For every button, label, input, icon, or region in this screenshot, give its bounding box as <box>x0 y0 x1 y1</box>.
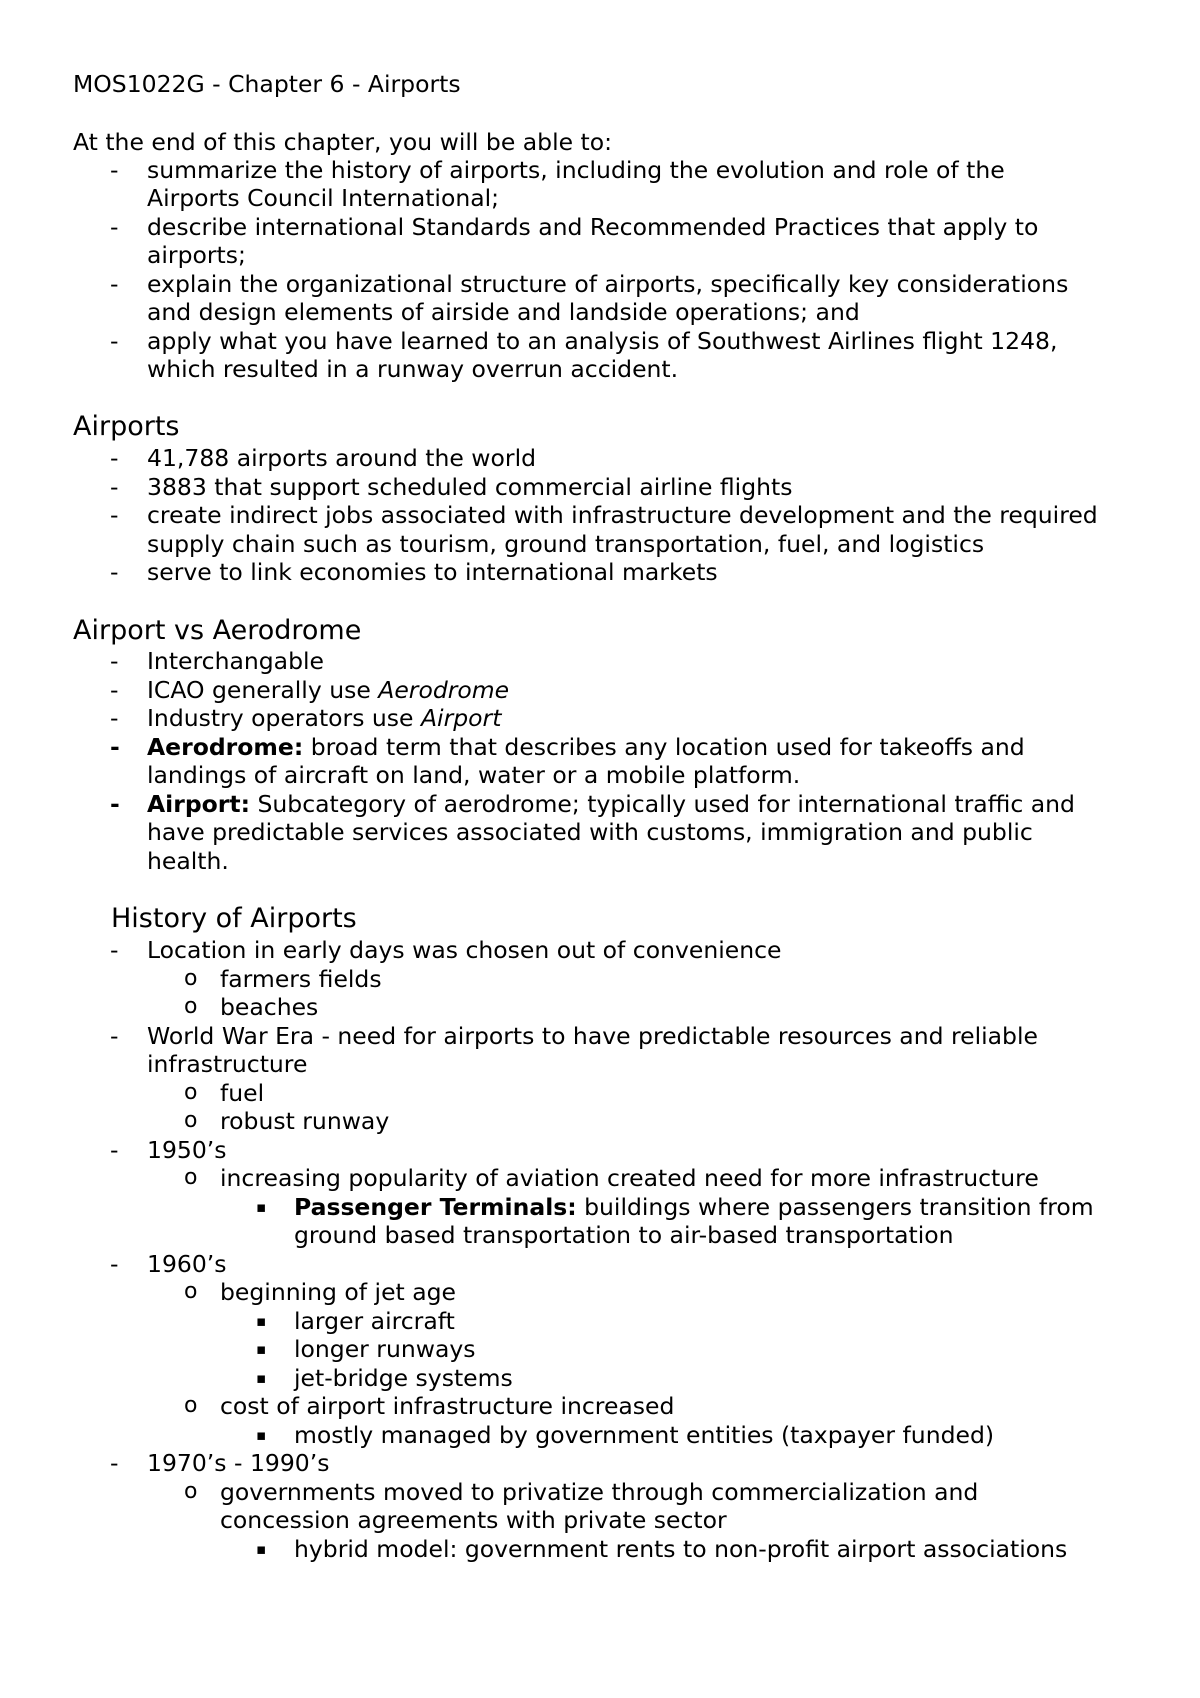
definition-text: health. <box>147 847 229 875</box>
definition-text: broad term that describes any location used for takeoffs and <box>303 733 1025 761</box>
dash-bullet: - <box>110 1022 119 1050</box>
circle-bullet: o <box>184 1279 198 1304</box>
definition-term: Airport: <box>147 790 251 818</box>
definition-term: Passenger Terminals: <box>294 1193 577 1221</box>
list-item: World War Era - need for airports to have predictable resources and reliable <box>147 1022 1038 1050</box>
definition-text: have predictable services associated with customs, immigration and public <box>147 818 1033 846</box>
objective-text: which resulted in a runway overrun accident. <box>147 355 679 383</box>
square-bullet: ▪ <box>256 1426 267 1444</box>
square-bullet: ▪ <box>256 1340 267 1358</box>
list-item: Location in early days was chosen out of convenience <box>147 936 782 964</box>
dash-bullet: - <box>110 327 119 355</box>
definition-text: landings of aircraft on land, water or a mobile platform. <box>147 761 801 789</box>
definition-item <box>147 790 1075 818</box>
dash-bullet: - <box>110 501 119 529</box>
objective-text: and design elements of airside and landside operations; and <box>147 298 860 326</box>
circle-bullet: o <box>184 1080 198 1105</box>
square-bullet: ▪ <box>256 1198 267 1216</box>
list-item: create indirect jobs associated with infrastructure development and the required <box>147 501 1098 529</box>
sub-sub-item: larger aircraft <box>294 1307 455 1335</box>
sub-item: fuel <box>220 1079 265 1107</box>
sub-item: robust runway <box>220 1107 390 1135</box>
section-heading-airports: Airports <box>73 411 180 442</box>
objective-text: airports; <box>147 241 246 269</box>
sub-sub-item <box>294 1193 1094 1221</box>
circle-bullet: o <box>184 1165 198 1190</box>
dash-bullet: - <box>110 733 120 761</box>
definition-text: buildings where passengers transition from <box>576 1193 1094 1221</box>
objective-text: describe international Standards and Recommended Practices that apply to <box>147 213 1039 241</box>
section-heading-airport-vs-aerodrome: Airport vs Aerodrome <box>73 615 362 646</box>
list-item: serve to link economies to international markets <box>147 558 718 586</box>
list-item: 1950’s <box>147 1136 227 1164</box>
dash-bullet: - <box>110 704 119 732</box>
square-bullet: ▪ <box>256 1540 267 1558</box>
definition-item <box>147 733 1025 761</box>
list-item: 3883 that support scheduled commercial airline flights <box>147 473 793 501</box>
list-item: Interchangable <box>147 647 324 675</box>
list-item: 1960’s <box>147 1250 227 1278</box>
sub-sub-item: ground based transportation to air-based transportation <box>294 1221 954 1249</box>
dash-bullet: - <box>110 270 119 298</box>
circle-bullet: o <box>184 1393 198 1418</box>
list-item: 41,788 airports around the world <box>147 444 537 472</box>
square-bullet: ▪ <box>256 1369 267 1387</box>
circle-bullet: o <box>184 966 198 991</box>
dash-bullet: - <box>110 790 120 818</box>
sub-item: cost of airport infrastructure increased <box>220 1392 675 1420</box>
sub-item: governments moved to privatize through commercialization and <box>220 1478 979 1506</box>
list-item <box>147 704 501 732</box>
sub-sub-item: mostly managed by government entities (taxpayer funded) <box>294 1421 995 1449</box>
circle-bullet: o <box>184 1479 198 1504</box>
sub-item: farmers fields <box>220 965 382 993</box>
sub-sub-item: longer runways <box>294 1335 476 1363</box>
intro-text: At the end of this chapter, you will be able to: <box>73 128 613 156</box>
list-item-text: Industry operators use <box>147 704 421 732</box>
list-item-text: ICAO generally use <box>147 676 379 704</box>
sub-sub-item: hybrid model: government rents to non-profit airport associations <box>294 1535 1068 1563</box>
list-item: 1970’s - 1990’s <box>147 1449 330 1477</box>
sub-item: concession agreements with private sector <box>220 1506 727 1534</box>
dash-bullet: - <box>110 1250 119 1278</box>
dash-bullet: - <box>110 1449 119 1477</box>
circle-bullet: o <box>184 1108 198 1133</box>
dash-bullet: - <box>110 1136 119 1164</box>
dash-bullet: - <box>110 647 119 675</box>
list-item: supply chain such as tourism, ground transportation, fuel, and logistics <box>147 530 985 558</box>
emphasis-text: Airport <box>420 704 502 732</box>
objective-text: Airports Council International; <box>147 184 500 212</box>
circle-bullet: o <box>184 994 198 1019</box>
objective-text: summarize the history of airports, including the evolution and role of the <box>147 156 1005 184</box>
definition-term: Aerodrome: <box>147 733 304 761</box>
objective-text: apply what you have learned to an analysis of Southwest Airlines flight 1248, <box>147 327 1058 355</box>
sub-item: beaches <box>220 993 319 1021</box>
square-bullet: ▪ <box>256 1312 267 1330</box>
list-item: infrastructure <box>147 1050 308 1078</box>
dash-bullet: - <box>110 213 119 241</box>
dash-bullet: - <box>110 473 119 501</box>
sub-item: increasing popularity of aviation created need for more infrastructure <box>220 1164 1039 1192</box>
dash-bullet: - <box>110 156 119 184</box>
emphasis-text: Aerodrome <box>378 676 510 704</box>
objective-text: explain the organizational structure of airports, specifically key considerations <box>147 270 1069 298</box>
list-item <box>147 676 509 704</box>
document-title: MOS1022G - Chapter 6 - Airports <box>73 70 461 98</box>
sub-sub-item: jet-bridge systems <box>294 1364 513 1392</box>
definition-text: Subcategory of aerodrome; typically used for international traffic and <box>250 790 1075 818</box>
dash-bullet: - <box>110 936 119 964</box>
dash-bullet: - <box>110 558 119 586</box>
sub-item: beginning of jet age <box>220 1278 456 1306</box>
dash-bullet: - <box>110 444 119 472</box>
dash-bullet: - <box>110 676 119 704</box>
section-heading-history: History of Airports <box>111 903 357 934</box>
